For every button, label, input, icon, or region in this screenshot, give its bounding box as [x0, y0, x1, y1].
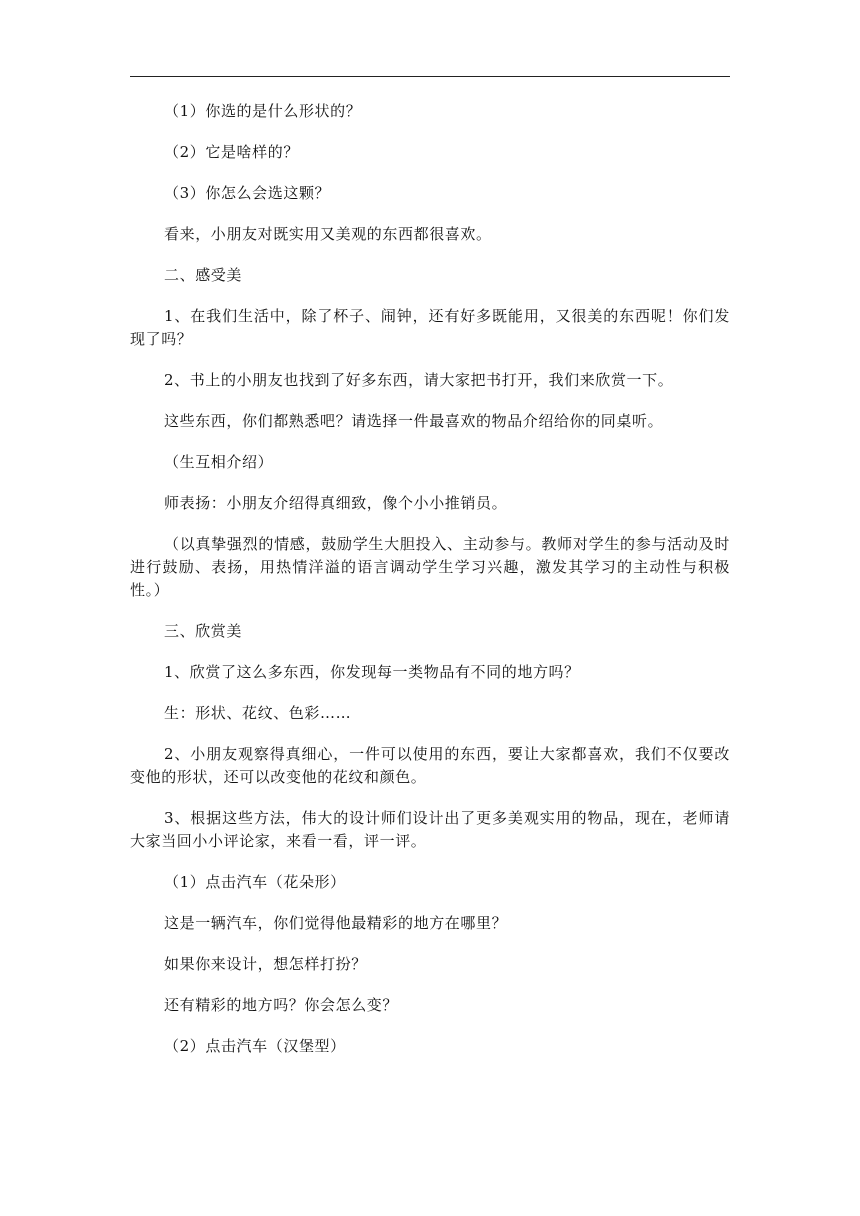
paragraph: （3）你怎么会选这颗？: [164, 184, 331, 202]
paragraph: 这是一辆汽车，你们觉得他最精彩的地方在哪里？: [164, 914, 508, 932]
paragraph: 生：形状、花纹、色彩……: [164, 704, 352, 722]
paragraph: 1、在我们生活中，除了杯子、闹钟，还有好多既能用，又很美的东西呢！你们发现了吗？: [130, 307, 730, 348]
paragraph: 2、书上的小朋友也找到了好多东西，请大家把书打开，我们来欣赏一下。: [164, 371, 674, 389]
paragraph: 这些东西，你们都熟悉吧？请选择一件最喜欢的物品介绍给你的同桌听。: [164, 412, 664, 430]
paragraph: （生互相介绍）: [164, 453, 274, 471]
paragraph: 2、小朋友观察得真细心，一件可以使用的东西，要让大家都喜欢，我们不仅要改变他的形状，还可以改变他的花纹和颜色。: [130, 745, 730, 786]
paragraph: （2）它是啥样的？: [164, 143, 299, 161]
paragraph: （2）点击汽车（汉堡型）: [164, 1037, 346, 1055]
section-heading: 三、欣赏美: [164, 622, 243, 640]
paragraph: （1）点击汽车（花朵形）: [164, 873, 346, 891]
paragraph: 如果你来设计，想怎样打扮？: [164, 955, 367, 973]
paragraph: 3、根据这些方法，伟大的设计师们设计出了更多美观实用的物品，现在，老师请大家当回小小评论家，来看一看，评一评。: [130, 809, 730, 850]
paragraph: 师表扬：小朋友介绍得真细致，像个小小推销员。: [164, 494, 508, 512]
paragraph: （以真挚强烈的情感，鼓励学生大胆投入、主动参与。教师对学生的参与活动及时进行鼓励、表扬，用热情洋溢的语言调动学生学习兴趣，激发其学习的主动性与积极性。）: [130, 535, 730, 599]
paragraph: （1）你选的是什么形状的？: [164, 102, 362, 120]
paragraph: 看来，小朋友对既实用又美观的东西都很喜欢。: [164, 225, 492, 243]
header-rule: [130, 76, 730, 77]
paragraph: 还有精彩的地方吗？你会怎么变？: [164, 996, 399, 1014]
section-heading: 二、感受美: [164, 266, 243, 284]
paragraph: 1、欣赏了这么多东西，你发现每一类物品有不同的地方吗？: [164, 663, 580, 681]
document-body: [130, 100, 730, 1076]
